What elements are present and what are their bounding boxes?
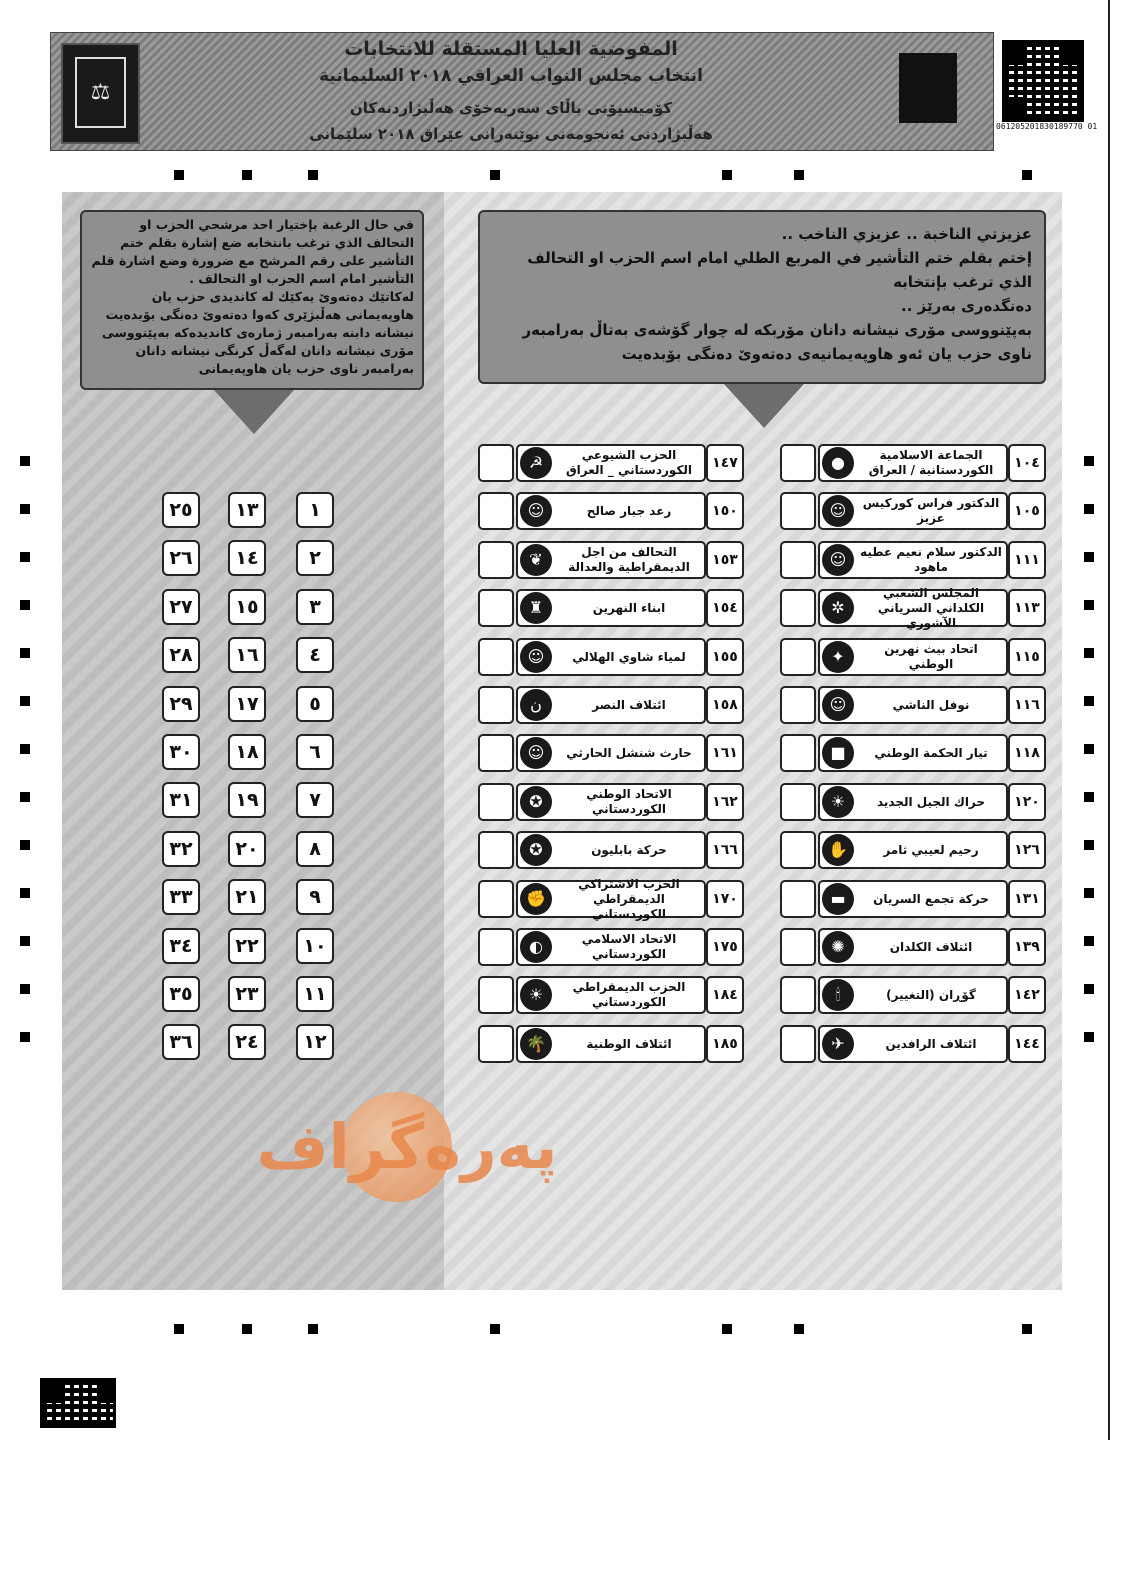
party-name: تيار الحكمة الوطني — [874, 745, 988, 760]
instructions-greeting-kurdish: دەنگدەری بەرێز .. — [901, 297, 1032, 315]
registration-mark — [1022, 170, 1032, 180]
party-symbol-icon: 🕯 — [822, 979, 854, 1011]
party-name: گۆڕان (التغيير) — [886, 987, 976, 1002]
party-entry — [818, 734, 1008, 772]
timing-mark — [20, 984, 30, 994]
party-number: ١٨٤ — [706, 976, 744, 1014]
registration-mark — [308, 1324, 318, 1334]
watermark-text: پەرەگراف — [256, 1110, 558, 1183]
party-number: ١٤٤ — [1008, 1025, 1046, 1063]
party-entry — [516, 589, 706, 627]
party-symbol-icon: ● — [822, 447, 854, 479]
party-entry — [516, 541, 706, 579]
party-row — [780, 734, 1046, 770]
ballot-serial: 061205201830189770 01 — [996, 122, 1098, 131]
candidate-number-box[interactable]: ١ — [296, 492, 334, 528]
party-name: الحزب الاشتراكي الديمقراطي الكوردستاني — [578, 876, 680, 921]
candidate-number-box[interactable]: ٢٧ — [162, 589, 200, 625]
party-symbol-icon: ☀ — [520, 979, 552, 1011]
candidate-number-box[interactable]: ١٩ — [228, 782, 266, 818]
candidate-number-box[interactable]: ٢١ — [228, 879, 266, 915]
candidate-number-box[interactable]: ٢٥ — [162, 492, 200, 528]
party-row — [780, 928, 1046, 964]
party-entry — [516, 444, 706, 482]
party-number: ١٤٧ — [706, 444, 744, 482]
timing-mark — [20, 792, 30, 802]
timing-mark — [20, 504, 30, 514]
party-name: الحزب الديمقراطي الكوردستاني — [572, 980, 686, 1009]
party-row — [780, 1025, 1046, 1061]
party-row — [478, 783, 744, 819]
party-checkbox[interactable] — [780, 541, 816, 579]
candidate-number-box[interactable]: ٣ — [296, 589, 334, 625]
party-entry — [818, 976, 1008, 1014]
party-symbol-icon: ☺ — [520, 641, 552, 673]
party-symbol-icon: ☺ — [822, 544, 854, 576]
party-entry — [818, 686, 1008, 724]
party-number: ١٦١ — [706, 734, 744, 772]
header-line-4: هەڵبژاردنی ئەنجومەنی نوێنەرانی عێراق ٢٠١٨ سلێمانی — [309, 125, 713, 143]
candidate-number-box[interactable]: ٣٥ — [162, 976, 200, 1012]
party-number: ١١١ — [1008, 541, 1046, 579]
party-number: ١١٨ — [1008, 734, 1046, 772]
party-checkbox[interactable] — [780, 638, 816, 676]
party-checkbox[interactable] — [780, 589, 816, 627]
party-checkbox[interactable] — [780, 783, 816, 821]
candidate-number-box[interactable]: ٢٤ — [228, 1024, 266, 1060]
party-name: حركة بابليون — [591, 842, 667, 857]
party-row — [478, 976, 744, 1012]
timing-mark — [1084, 696, 1094, 706]
candidate-number-box[interactable]: ١٠ — [296, 928, 334, 964]
party-name: الاتحاد الاسلامي الكوردستاني — [581, 932, 677, 961]
party-entry — [516, 734, 706, 772]
candidate-number-box[interactable]: ٣٦ — [162, 1024, 200, 1060]
party-checkbox[interactable] — [780, 1025, 816, 1063]
timing-mark — [20, 936, 30, 946]
party-number: ١٠٥ — [1008, 492, 1046, 530]
party-name: حارث شنشل الحارثي — [566, 745, 692, 760]
candidate-number-box[interactable]: ٢٨ — [162, 637, 200, 673]
party-symbol-icon: 🌴 — [520, 1028, 552, 1060]
timing-mark — [1084, 600, 1094, 610]
party-number: ١٥٥ — [706, 638, 744, 676]
party-number: ١١٣ — [1008, 589, 1046, 627]
candidate-number-box[interactable]: ١٣ — [228, 492, 266, 528]
party-entry — [818, 541, 1008, 579]
party-row — [780, 492, 1046, 528]
candidate-number-box[interactable]: ٩ — [296, 879, 334, 915]
party-entry — [818, 928, 1008, 966]
party-row — [478, 876, 744, 921]
ballot-header — [50, 32, 994, 151]
party-symbol-icon: ☺ — [822, 495, 854, 527]
party-number: ١١٦ — [1008, 686, 1046, 724]
party-entry — [818, 880, 1008, 918]
party-name: حركة تجمع السريان — [873, 891, 989, 906]
candidate-number-box[interactable]: ١٢ — [296, 1024, 334, 1060]
party-symbol-icon: ☺ — [520, 737, 552, 769]
party-entry — [516, 686, 706, 724]
instructions-text-arabic: إختم بقلم ختم التأشير في المربع الطلي امام اسم الحزب او التحالف الذي ترغب بإنتخابه — [527, 249, 1032, 291]
party-row — [478, 1025, 744, 1061]
party-symbol-icon: ✪ — [520, 786, 552, 818]
timing-mark — [1084, 744, 1094, 754]
party-entry — [516, 1025, 706, 1063]
party-symbol-icon: ن — [520, 689, 552, 721]
candidate-number-box[interactable]: ٤ — [296, 637, 334, 673]
party-symbol-icon: ▬ — [822, 883, 854, 915]
candidate-number-box[interactable]: ٢ — [296, 540, 334, 576]
party-entry — [818, 585, 1008, 630]
party-checkbox[interactable] — [478, 734, 514, 772]
party-checkbox[interactable] — [478, 444, 514, 482]
party-row — [478, 541, 744, 577]
timing-mark — [20, 696, 30, 706]
party-checkbox[interactable] — [780, 686, 816, 724]
party-number: ١٢٠ — [1008, 783, 1046, 821]
logo-emblem-icon: ⚖ — [75, 57, 126, 128]
party-name: ائتلاف الوطنية — [586, 1036, 672, 1051]
party-entry — [818, 444, 1008, 482]
timing-mark — [20, 744, 30, 754]
registration-mark — [242, 1324, 252, 1334]
timing-mark — [1084, 504, 1094, 514]
party-entry — [516, 492, 706, 530]
party-name: الجماعة الاسلامية الكوردستانية / العراق — [868, 448, 994, 477]
party-checkbox[interactable] — [478, 976, 514, 1014]
registration-mark — [794, 170, 804, 180]
party-row — [478, 492, 744, 528]
party-symbol-icon: ☺ — [520, 495, 552, 527]
candidate-number-box[interactable]: ١٤ — [228, 540, 266, 576]
party-name: لمياء شاوي الهلالي — [572, 649, 686, 664]
party-symbol-icon: ✪ — [520, 834, 552, 866]
candidate-number-box[interactable]: ٥ — [296, 686, 334, 722]
party-number: ١٣١ — [1008, 880, 1046, 918]
party-row — [478, 928, 744, 964]
registration-mark — [174, 170, 184, 180]
party-checkbox[interactable] — [478, 831, 514, 869]
party-symbol-icon: ✊ — [520, 883, 552, 915]
timing-mark — [20, 552, 30, 562]
registration-mark — [242, 170, 252, 180]
party-symbol-icon: ✋ — [822, 834, 854, 866]
candidate-number-box[interactable]: ١٥ — [228, 589, 266, 625]
party-checkbox[interactable] — [780, 976, 816, 1014]
candidate-number-box[interactable]: ٢٦ — [162, 540, 200, 576]
header-black-box — [899, 53, 957, 123]
party-number: ١٥٣ — [706, 541, 744, 579]
party-checkbox[interactable] — [780, 831, 816, 869]
registration-mark — [490, 170, 500, 180]
party-checkbox[interactable] — [478, 686, 514, 724]
party-symbol-icon: ✦ — [822, 641, 854, 673]
party-symbol-icon: ✺ — [822, 931, 854, 963]
commission-logo — [61, 43, 140, 144]
party-checkbox[interactable] — [478, 783, 514, 821]
party-checkbox[interactable] — [780, 880, 816, 918]
party-number: ١٨٥ — [706, 1025, 744, 1063]
candidate-number-box[interactable]: ٧ — [296, 782, 334, 818]
party-name: المجلس الشعبي الكلداني السرياني الآشوري — [877, 585, 985, 630]
party-checkbox[interactable] — [780, 444, 816, 482]
candidate-number-box[interactable]: ١١ — [296, 976, 334, 1012]
party-row — [780, 585, 1046, 630]
instructions-arabic: في حال الرغبة بإختيار احد مرشحي الحزب او التحالف الذي ترغب بانتخابه ضع إشارة بقلم ختم التأشير على رقم المرشح مع ضرورة وضع اشارة قلم التأشير امام اسم الحزب او التحالف . — [91, 217, 414, 286]
party-checkbox[interactable] — [478, 541, 514, 579]
candidate-number-box[interactable]: ٢٠ — [228, 831, 266, 867]
timing-mark — [20, 456, 30, 466]
candidate-number-box[interactable]: ١٦ — [228, 637, 266, 673]
party-number: ١٥٤ — [706, 589, 744, 627]
candidate-number-box[interactable]: ٣٠ — [162, 734, 200, 770]
party-name: نوفل الناشي — [892, 697, 970, 712]
candidate-number-box[interactable]: ٣٣ — [162, 879, 200, 915]
party-checkbox[interactable] — [780, 928, 816, 966]
party-name: ائتلاف النصر — [592, 697, 666, 712]
party-number: ١٧٥ — [706, 928, 744, 966]
party-symbol-icon: ✲ — [822, 592, 854, 624]
party-number: ١٣٩ — [1008, 928, 1046, 966]
party-symbol-icon: ☺ — [822, 689, 854, 721]
page-edge — [1108, 0, 1110, 1440]
instructions-kurdish: لەکاتێك دەتەوێ یەکێك لە کاندیدی حزب یان هاوپەیمانی هەڵبژێری کەوا دەتەوێ دەنگی بۆبدەیت نیشانە دابنە بەرامبەر ژمارەی کاندیدەکە بەپێنووسی مۆری نیشانە دانان لەگەڵ کرنگی نیشانە دانان بەرامبەر ناوی حزب یان هاوپەیمانی — [101, 289, 414, 376]
party-number: ١٦٦ — [706, 831, 744, 869]
party-checkbox[interactable] — [478, 638, 514, 676]
party-row — [478, 444, 744, 480]
timing-mark — [1084, 984, 1094, 994]
party-name: الدكتور سلام نعيم عطيه ماهود — [860, 545, 1002, 574]
party-name: رحيم لعيبي ثامر — [883, 842, 979, 857]
party-entry — [516, 783, 706, 821]
timing-mark — [1084, 648, 1094, 658]
party-symbol-icon: ✈ — [822, 1028, 854, 1060]
party-row — [780, 686, 1046, 722]
registration-mark — [722, 170, 732, 180]
timing-mark — [1084, 888, 1094, 898]
registration-mark — [174, 1324, 184, 1334]
candidate-number-box[interactable]: ٣٤ — [162, 928, 200, 964]
party-checkbox[interactable] — [780, 492, 816, 530]
header-line-2: انتخاب مجلس النواب العراقي ٢٠١٨ السليمانية — [319, 66, 703, 86]
party-row — [478, 638, 744, 674]
party-row — [780, 638, 1046, 674]
timing-mark — [20, 888, 30, 898]
party-number: ١٤٢ — [1008, 976, 1046, 1014]
party-row — [478, 686, 744, 722]
party-number: ١٧٠ — [706, 880, 744, 918]
party-symbol-icon: ☭ — [520, 447, 552, 479]
timing-mark — [20, 840, 30, 850]
qr-code-icon — [40, 1378, 116, 1428]
party-row — [780, 831, 1046, 867]
party-name: ائتلاف الرافدين — [885, 1036, 977, 1051]
party-entry — [516, 831, 706, 869]
timing-mark — [20, 600, 30, 610]
party-name: الدكتور فراس كوركيس عزيز — [862, 496, 1000, 525]
party-number: ١٥٠ — [706, 492, 744, 530]
candidate-number-box[interactable]: ٢٢ — [228, 928, 266, 964]
candidate-number-box[interactable]: ٢٩ — [162, 686, 200, 722]
party-name: اتحاد بيث نهرين الوطني — [884, 642, 978, 671]
party-symbol-icon: ♜ — [520, 592, 552, 624]
timing-mark — [1084, 792, 1094, 802]
party-row — [780, 541, 1046, 577]
party-number: ١١٥ — [1008, 638, 1046, 676]
party-row — [780, 444, 1046, 480]
timing-mark — [20, 1032, 30, 1042]
timing-mark — [1084, 936, 1094, 946]
party-symbol-icon: ■ — [822, 737, 854, 769]
party-symbol-icon: ◐ — [520, 931, 552, 963]
party-checkbox[interactable] — [780, 734, 816, 772]
party-row — [478, 831, 744, 867]
party-entry — [516, 976, 706, 1014]
party-symbol-icon: ❦ — [520, 544, 552, 576]
party-number: ١٢٦ — [1008, 831, 1046, 869]
registration-mark — [308, 170, 318, 180]
party-entry — [818, 783, 1008, 821]
registration-mark — [1022, 1324, 1032, 1334]
header-line-3: كۆمیسیۆنی باڵای سەربەخۆی هەڵبژاردنەکان — [349, 99, 673, 117]
registration-mark — [794, 1324, 804, 1334]
party-number: ١٠٤ — [1008, 444, 1046, 482]
timing-mark — [1084, 1032, 1094, 1042]
candidate-number-box[interactable]: ١٨ — [228, 734, 266, 770]
timing-mark — [1084, 552, 1094, 562]
party-row — [780, 880, 1046, 916]
party-row — [478, 589, 744, 625]
party-name: حراك الجيل الجديد — [876, 794, 986, 809]
party-name: ائتلاف الكلدان — [889, 939, 973, 954]
party-name: الاتحاد الوطني الكوردستاني — [586, 787, 672, 816]
watermark — [162, 1092, 652, 1202]
party-row — [780, 783, 1046, 819]
party-checkbox[interactable] — [478, 1025, 514, 1063]
party-name: ابناء النهرين — [592, 600, 666, 615]
party-name: رعد جبار صالح — [586, 503, 672, 518]
candidate-number-box[interactable]: ٣٢ — [162, 831, 200, 867]
party-entry — [516, 928, 706, 966]
timing-mark — [1084, 456, 1094, 466]
party-checkbox[interactable] — [478, 928, 514, 966]
candidate-number-box[interactable]: ٣١ — [162, 782, 200, 818]
party-instructions — [478, 210, 1046, 384]
instructions-text-kurdish: بەپێنووسی مۆری نیشانە دانان مۆربکە لە چوار گۆشەی بەتاڵ بەرامبەر ناوی حزب یان ئەو هاوپەیمانیەی دەتەوێ دەنگی بۆبدەیت — [522, 321, 1032, 363]
arrow-down-icon — [724, 384, 804, 428]
party-name: الحزب الشيوعي الكوردستاني _ العراق — [565, 448, 693, 477]
registration-mark — [490, 1324, 500, 1334]
party-symbol-icon: ☀ — [822, 786, 854, 818]
candidate-number-box[interactable]: ١٧ — [228, 686, 266, 722]
instructions-greeting-arabic: عزيزتي الناخبة .. عزيزي الناخب .. — [781, 225, 1032, 243]
candidate-number-box[interactable]: ٨ — [296, 831, 334, 867]
candidate-number-box[interactable]: ٦ — [296, 734, 334, 770]
party-entry — [516, 638, 706, 676]
party-checkbox[interactable] — [478, 492, 514, 530]
timing-mark — [20, 648, 30, 658]
party-entry — [818, 831, 1008, 869]
party-number: ١٦٢ — [706, 783, 744, 821]
party-entry — [516, 876, 706, 921]
registration-mark — [722, 1324, 732, 1334]
party-checkbox[interactable] — [478, 880, 514, 918]
header-line-1: المفوضية العليا المستقلة للانتخابات — [344, 38, 678, 60]
party-entry — [818, 638, 1008, 676]
candidate-number-box[interactable]: ٢٣ — [228, 976, 266, 1012]
arrow-down-icon — [214, 390, 294, 434]
party-entry — [818, 492, 1008, 530]
party-checkbox[interactable] — [478, 589, 514, 627]
party-row — [780, 976, 1046, 1012]
candidate-instructions — [80, 210, 424, 390]
party-name: التحالف من اجل الديمقراطية والعدالة — [568, 545, 690, 574]
party-entry — [818, 1025, 1008, 1063]
qr-code-icon — [1002, 40, 1084, 122]
party-number: ١٥٨ — [706, 686, 744, 724]
party-row — [478, 734, 744, 770]
timing-mark — [1084, 840, 1094, 850]
